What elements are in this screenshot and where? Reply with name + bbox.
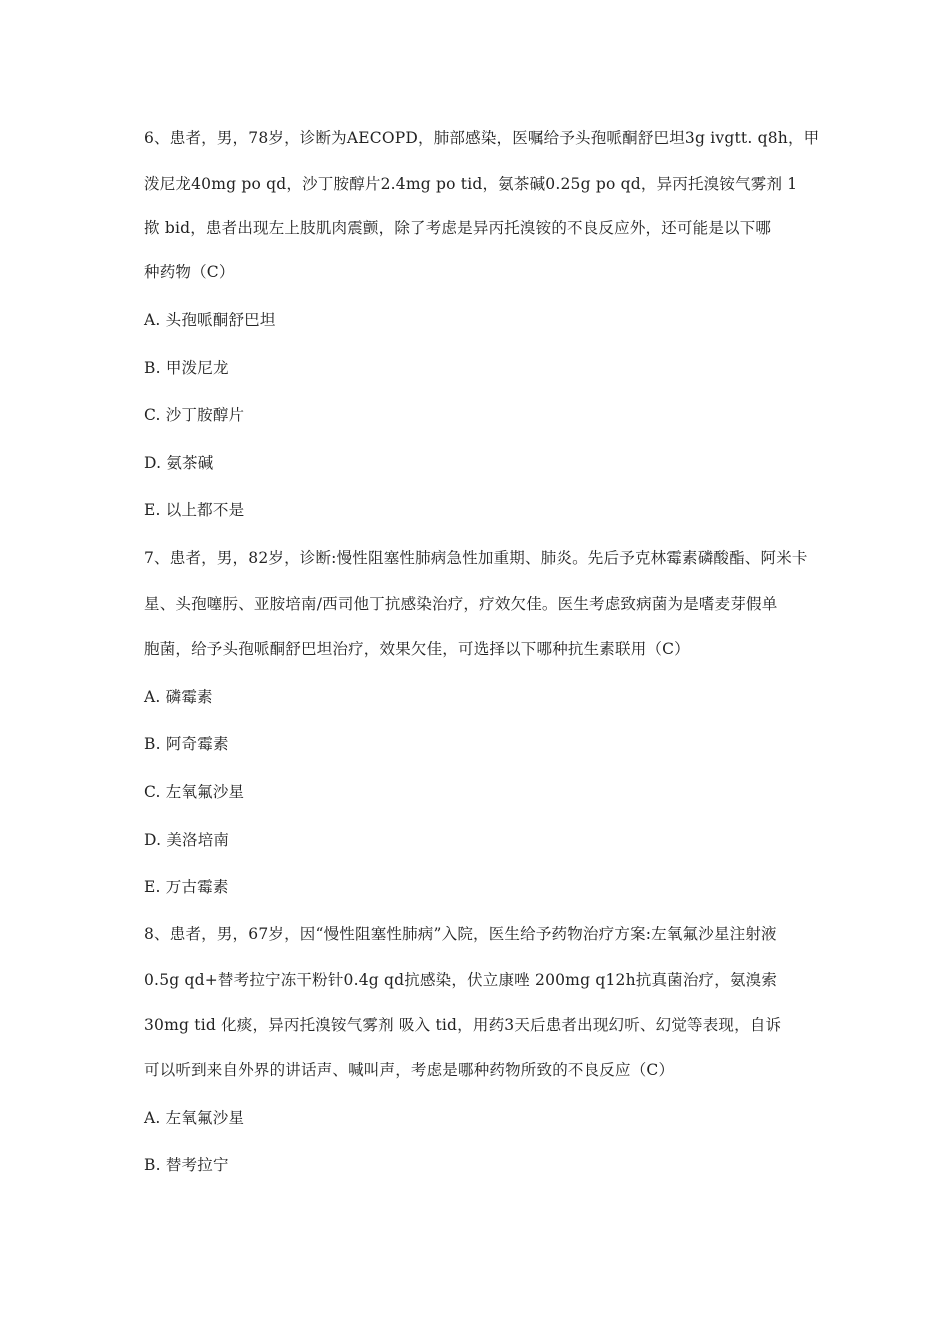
question-8-option-a: A. 左氧氟沙星 [144, 1109, 245, 1127]
question-7-option-e: E. 万古霉素 [144, 878, 229, 896]
question-7-option-c: C. 左氧氟沙星 [144, 783, 245, 801]
question-6-stem-line-4: 种药物（C） [144, 263, 235, 281]
question-6-option-a: A. 头孢哌酮舒巴坦 [144, 311, 276, 329]
question-8-stem-line-4: 可以听到来自外界的讲话声、喊叫声，考虑是哪种药物所致的不良反应（C） [144, 1061, 675, 1079]
question-8-option-b: B. 替考拉宁 [144, 1156, 229, 1174]
question-8-stem-line-1: 8、患者，男，67岁，因“慢性阻塞性肺病”入院，医生给予药物治疗方案:左氧氟沙星注射液 [144, 925, 777, 943]
question-6-option-c: C. 沙丁胺醇片 [144, 406, 245, 424]
question-6-stem-line-1: 6、患者，男，78岁，诊断为AECOPD，肺部感染，医嘱给予头孢哌酮舒巴坦3g ivgtt. q8h，甲 [144, 129, 820, 147]
question-6-option-e: E. 以上都不是 [144, 501, 245, 519]
question-6-option-b: B. 甲泼尼龙 [144, 359, 229, 377]
question-7-option-a: A. 磷霉素 [144, 688, 213, 706]
question-7-stem-line-3: 胞菌，给予头孢哌酮舒巴坦治疗，效果欠佳，可选择以下哪种抗生素联用（C） [144, 640, 690, 658]
question-7-stem-line-2: 星、头孢噻肟、亚胺培南/西司他丁抗感染治疗，疗效欠佳。医生考虑致病菌为是嗜麦芽假单 [144, 595, 778, 613]
question-6-stem-line-3: 揿 bid，患者出现左上肢肌肉震颤，除了考虑是异丙托溴铵的不良反应外，还可能是以下哪 [144, 219, 772, 237]
question-6-option-d: D. 氨茶碱 [144, 454, 214, 472]
question-7-option-b: B. 阿奇霉素 [144, 735, 229, 753]
question-8-stem-line-2: 0.5g qd+替考拉宁冻干粉针0.4g qd抗感染，伏立康唑 200mg q12h抗真菌治疗，氨溴索 [144, 971, 778, 989]
question-7-option-d: D. 美洛培南 [144, 831, 230, 849]
question-6-stem-line-2: 泼尼龙40mg po qd，沙丁胺醇片2.4mg po tid，氨茶碱0.25g po qd，异丙托溴铵气雾剂 1 [144, 175, 798, 193]
question-7-stem-line-1: 7、患者，男，82岁，诊断:慢性阻塞性肺病急性加重期、肺炎。先后予克林霉素磷酸酯、阿米卡 [144, 549, 808, 567]
question-8-stem-line-3: 30mg tid 化痰，异丙托溴铵气雾剂 吸入 tid，用药3天后患者出现幻听、幻觉等表现，自诉 [144, 1016, 782, 1034]
